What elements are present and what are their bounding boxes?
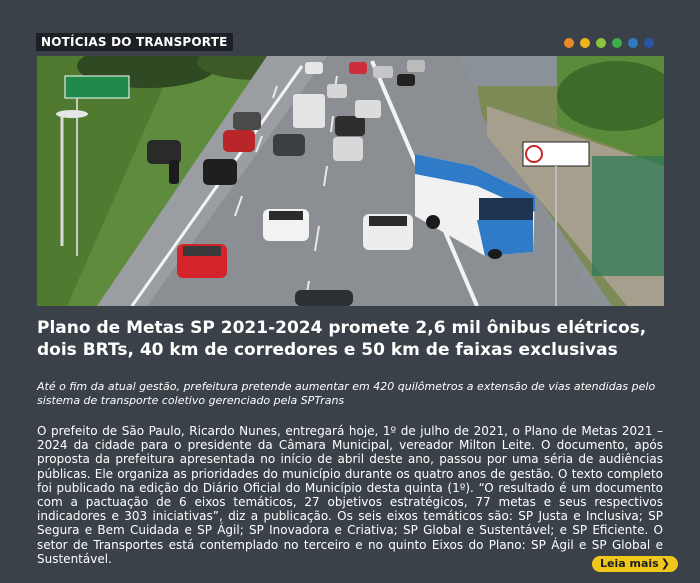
section-tag: NOTÍCIAS DO TRANSPORTE	[36, 33, 233, 51]
color-dot	[612, 38, 622, 48]
article-body: O prefeito de São Paulo, Ricardo Nunes, entregará hoje, 1º de julho de 2021, o Plano de Metas 2021 – 2024 da cidade para o presidente da Câmara Municipal, vereador Milton Leite. O documento, após proposta da prefeitura apresentada no início de abril deste ano, passou por uma séria de audiências públicas. Ele organiza as prioridades do município durante os quatro anos de gestão. O texto completo foi publicado na edição do Diário Oficial do Município desta quinta (1º). “O resultado é um documento com a pactuação de 6 eixos temáticos, 27 objetivos estratégicos, 77 metas e seus respectivos indicadores e 303 iniciativas”, diz a publicação. Os seis eixos temáticos são: SP Justa e Inclusiva; SP Segura e Bem Cuidada e SP Ágil; SP Inovadora e Criativa; SP Global e Sustentável; e SP Eficiente. O setor de Transportes está contemplado no terceiro e no quinto Eixos do Plano: SP Ágil e SP Global e Sustentável.	[37, 424, 663, 566]
color-dots	[564, 38, 654, 48]
chevron-right-icon: ❯	[660, 557, 670, 570]
article-lede: Até o fim da atual gestão, prefeitura pretende aumentar em 420 quilômetros a extensão de vias atendidas pelo sistema de transporte coletivo gerenciado pela SPTrans	[37, 380, 656, 407]
color-dot	[580, 38, 590, 48]
color-dot	[644, 38, 654, 48]
read-more-button[interactable]	[592, 556, 678, 572]
color-dot	[596, 38, 606, 48]
article-headline: Plano de Metas SP 2021-2024 promete 2,6 mil ônibus elétricos, dois BRTs, 40 km de corredores e 50 km de faixas exclusivas	[37, 318, 647, 360]
article-photo	[37, 56, 664, 306]
color-dot	[628, 38, 638, 48]
read-more-label: Leia mais	[600, 557, 659, 570]
color-dot	[564, 38, 574, 48]
